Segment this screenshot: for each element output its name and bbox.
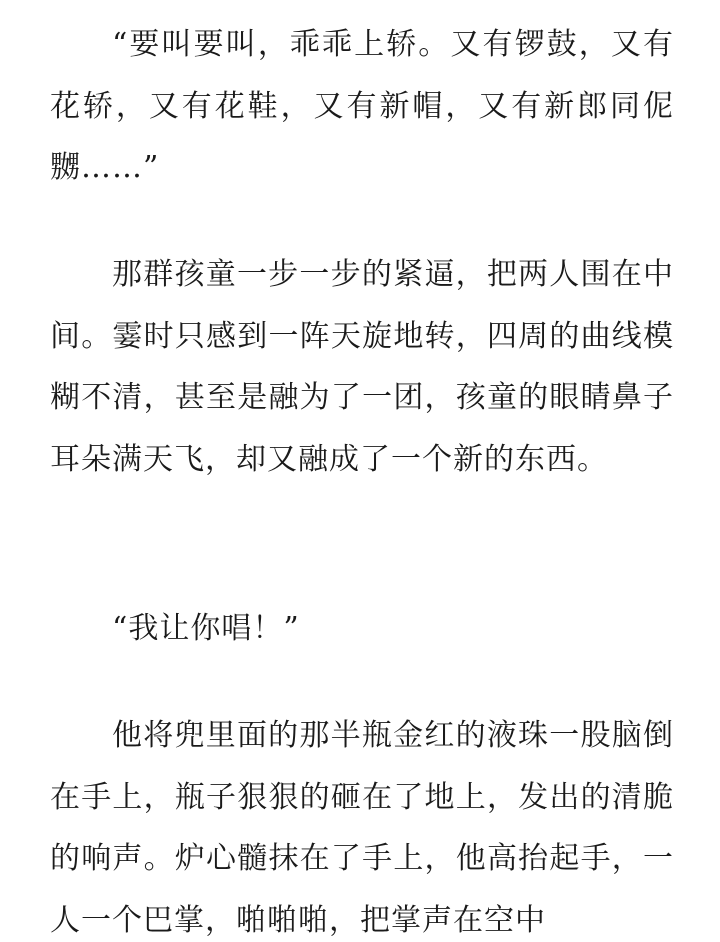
paragraph-4: 他将兜里面的那半瓶金红的液珠一股脑倒在手上，瓶子狠狠的砸在了地上，发出的清脆的响声。炉心髓抹在了手上，他高抬起手，一人一个巴掌，啪啪啪，把掌声在空中 (50, 718, 674, 938)
paragraph-2: 那群孩童一步一步的紧逼，把两人围在中间。霎时只感到一阵天旋地转，四周的曲线模糊不清，甚至是融为了一团，孩童的眼睛鼻子耳朵满天飞，却又融成了一个新的东西。 (50, 257, 674, 477)
paragraph-3: “我让你唱！” (112, 611, 300, 646)
paragraph-1: “要叫要叫，乖乖上轿。又有锣鼓，又有花轿，又有花鞋，又有新帽，又有新郎同伲嬲……” (50, 27, 674, 185)
